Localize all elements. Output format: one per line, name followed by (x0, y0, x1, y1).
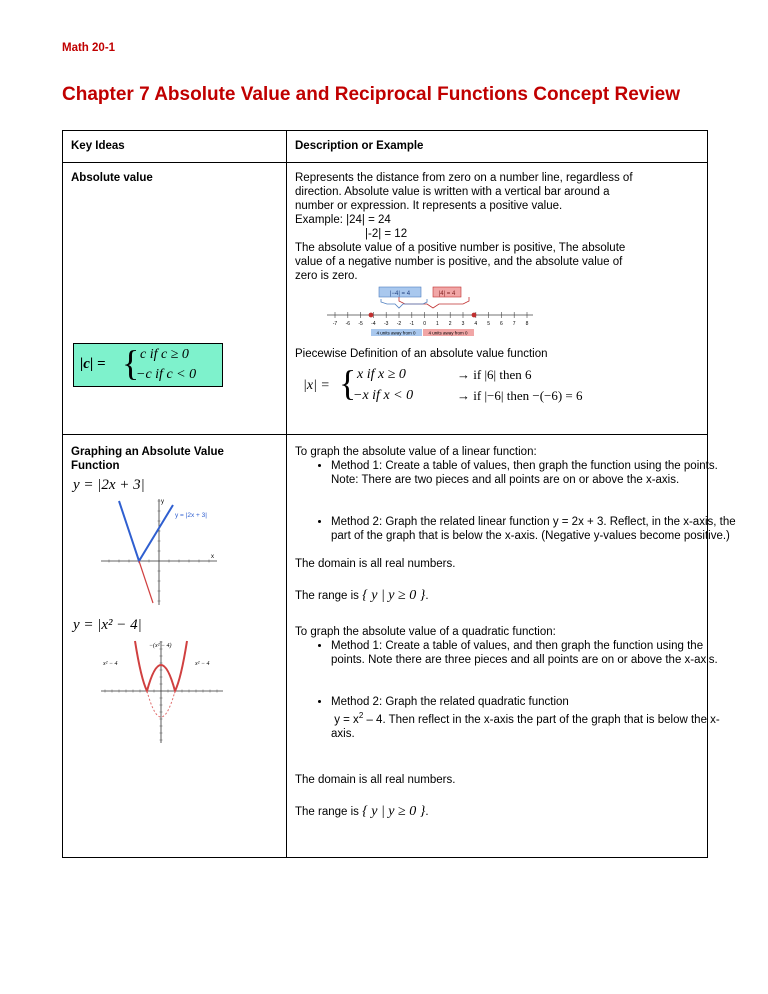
linear-method2-list (295, 515, 736, 543)
course-header: Math 20-1 (62, 42, 116, 54)
equation-quadratic: y = |x² − 4| (73, 617, 142, 633)
domain-linear: The domain is all real numbers. (295, 558, 456, 570)
equation-linear: y = |2x + 3| (73, 477, 145, 493)
desc-line: number or expression. It represents a positive value. (295, 200, 563, 212)
key-absolute-value: Absolute value (71, 172, 153, 184)
piecewise-example1: → if |6| then 6 (457, 367, 532, 382)
number-line-tick-label: 8 (525, 321, 529, 327)
point-positive-four (472, 313, 477, 318)
definition-lhs: |c| = (80, 356, 106, 372)
concept-table (62, 130, 736, 858)
number-line-tick-label: -3 (383, 321, 389, 327)
number-line-ticks (333, 312, 529, 327)
absolute-value-description (295, 171, 700, 283)
number-line-tick-label: 5 (487, 321, 490, 327)
graph2-label-right: x² − 4 (195, 661, 210, 667)
linear-intro: To graph the absolute value of a linear function: (295, 446, 537, 458)
desc-line: value of a negative number is positive, and the absolute value of (295, 256, 623, 268)
graph-linear-absolute (99, 497, 219, 607)
desc-line: |-2| = 12 (365, 228, 408, 240)
desc-line: zero is zero. (295, 270, 358, 282)
quadratic-method2-list (295, 695, 736, 741)
number-line-tick-label: 3 (461, 321, 465, 327)
piecewise-case1: x if x ≥ 0 (357, 367, 406, 382)
desc-line: The absolute value of a positive number is positive, The absolute (295, 242, 626, 254)
desc-line: Example: |24| = 24 (295, 214, 391, 226)
quadratic-method1-list (295, 639, 736, 667)
piecewise-case2: −x if x < 0 (353, 388, 414, 403)
range-set: { y | y ≥ 0 } (362, 804, 426, 819)
col2-header: Description or Example (295, 140, 424, 152)
piecewise-example2: → if |−6| then −(−6) = 6 (457, 388, 583, 403)
quadratic-intro: To graph the absolute value of a quadratic function: (295, 626, 556, 638)
quadratic-method2 (331, 695, 736, 741)
piecewise-lhs: |x| = (303, 378, 330, 393)
right-brace (399, 297, 469, 308)
quad-m2-part-c: – 4. Then reflect in the x-axis the part of the graph that is below the x-axis. (331, 713, 720, 740)
row-divider (63, 434, 707, 435)
range-prefix: The range is (295, 590, 359, 602)
right-distance-label: |4| = 4 (438, 291, 456, 297)
quadratic-method1: • Method 1: Create a table of values, and then graph the function using the points. Note there are three pieces and all points are on or above the x-axis. (331, 639, 736, 667)
number-line-tick-label: 0 (423, 321, 426, 327)
column-divider (286, 131, 287, 857)
graph2-label-top: −(x² − 4) (149, 643, 172, 649)
number-line-diagram (319, 285, 539, 341)
linear-method1-list (295, 459, 736, 487)
piecewise-brace: { (339, 363, 357, 403)
number-line-tick-label: 4 (474, 321, 478, 327)
desc-line: Represents the distance from zero on a number line, regardless of (295, 172, 633, 184)
number-line-tick-label: -5 (358, 321, 363, 327)
piecewise-definition (303, 365, 683, 415)
absolute-value-definition-box (73, 343, 223, 387)
number-line-tick-label: 1 (436, 321, 439, 327)
col1-header: Key Ideas (71, 140, 125, 152)
right-caption: 4 units away from 0 (428, 330, 468, 336)
domain-quadratic: The domain is all real numbers. (295, 774, 456, 786)
key-graphing: Graphing an Absolute Value Function (71, 446, 224, 472)
number-line-tick-label: -1 (409, 321, 415, 327)
graph-quadratic-absolute (97, 639, 227, 745)
number-line-tick-label: 6 (500, 321, 503, 327)
definition-case2: −c if c < 0 (136, 367, 197, 382)
left-caption: 4 units away from 0 (376, 330, 416, 336)
range-prefix: The range is (295, 806, 359, 818)
quad-m2-part-b: y = x (334, 713, 359, 726)
reflected-part (139, 561, 153, 603)
graph2-label-left: x² − 4 (103, 661, 118, 667)
number-line-tick-label: -7 (332, 321, 338, 327)
number-line-tick-label: -4 (371, 321, 376, 327)
absolute-value-graph-line (119, 501, 173, 561)
point-negative-four (369, 313, 374, 318)
row-divider (63, 162, 707, 163)
linear-method2: • Method 2: Graph the related linear function y = 2x + 3. Reflect, in the x-axis, the part of the graph that is below the x-axis. (Negative y-values become positive.) (331, 515, 736, 543)
y-axis-label: y (161, 499, 164, 505)
range-set: { y | y ≥ 0 } (362, 588, 426, 603)
number-line-tick-label: -6 (345, 321, 351, 327)
range-linear: The range is { y | y ≥ 0 }. (295, 588, 429, 603)
definition-brace: { (122, 343, 140, 383)
piecewise-label: Piecewise Definition of an absolute value function (295, 348, 548, 360)
graph1-label: y = |2x + 3| (175, 512, 207, 519)
quad-m2-sup: 2 (358, 711, 364, 720)
x-axis-label: x (211, 554, 214, 560)
number-line-tick-label: 7 (512, 321, 516, 327)
linear-method1: • Method 1: Create a table of values, then graph the function using the points. Note: There are two pieces and all points are on or above the x-axis. (331, 459, 736, 487)
quad-m2-part-a: Method 2: Graph the related quadratic function (331, 696, 569, 708)
page-title: Chapter 7 Absolute Value and Reciprocal Functions Concept Review (62, 84, 680, 105)
definition-case1: c if c ≥ 0 (140, 347, 189, 362)
range-quadratic: The range is { y | y ≥ 0 }. (295, 804, 429, 819)
number-line-tick-label: -2 (396, 321, 402, 327)
left-distance-label: |−4| = 4 (389, 291, 411, 297)
desc-line: direction. Absolute value is written with a vertical bar around a (295, 186, 610, 198)
number-line-tick-label: 2 (448, 321, 452, 327)
